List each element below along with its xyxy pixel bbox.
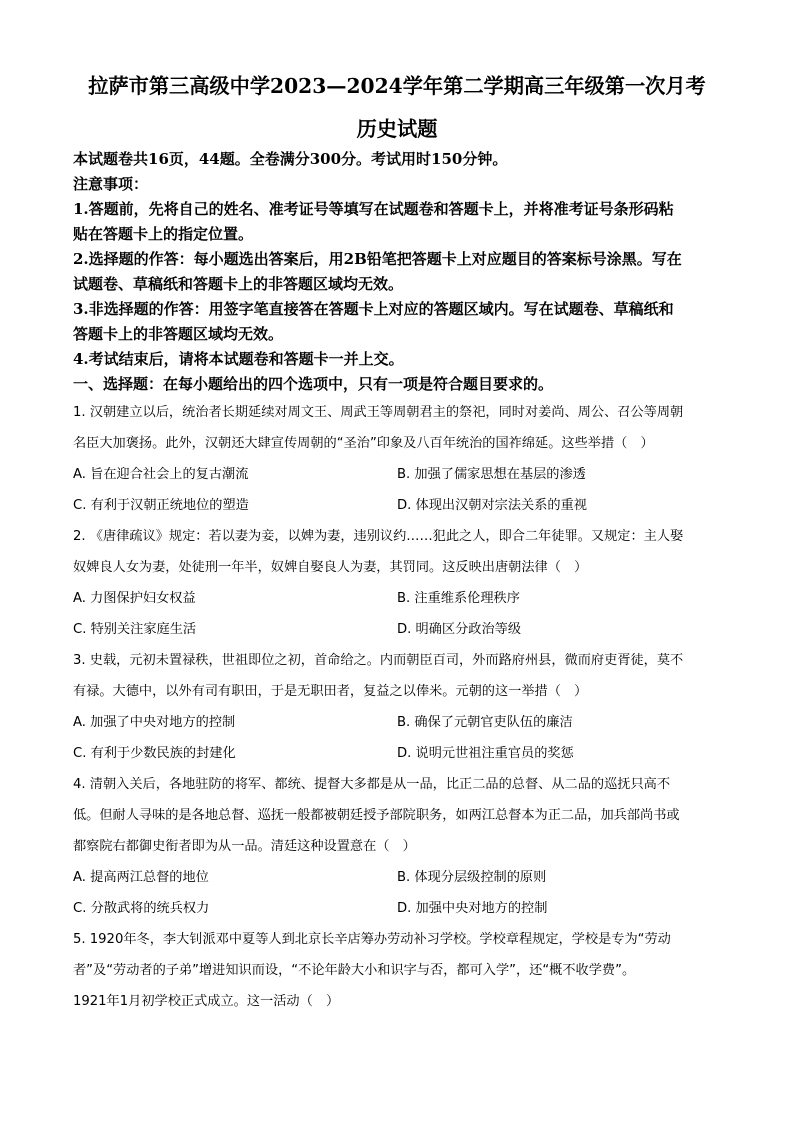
- question-4-stem: 都察院右都御史衔者即为从一品。清廷这种设置意在（ ）: [73, 839, 416, 854]
- question-4-option-a: A. 提高两江总督的地位: [73, 870, 209, 885]
- question-2-option-d: D. 明确区分政治等级: [397, 622, 522, 637]
- question-1-option-d: D. 体现出汉朝对宗法关系的重视: [397, 498, 587, 513]
- question-2-option-a: A. 力图保护妇女权益: [73, 591, 196, 606]
- notice-line: 1.答题前，先将自己的姓名、准考证号等填写在试题卷和答题卡上，并将准考证号条形码粘: [73, 200, 674, 218]
- question-2-option-c: C. 特别关注家庭生活: [73, 622, 197, 637]
- question-3-option-d: D. 说明元世祖注重官员的奖惩: [397, 746, 574, 761]
- question-5-stem: 1921年1月初学校正式成立。这一活动（ ）: [73, 994, 340, 1009]
- question-2-option-b: B. 注重维系伦理秩序: [397, 591, 520, 606]
- question-4-stem: 4. 清朝入关后，各地驻防的将军、都统、提督大多都是从一品，比正二品的总督、从二品的巡抚只高不: [73, 777, 671, 792]
- question-3-option-a: A. 加强了中央对地方的控制: [73, 715, 236, 730]
- notice-line: 4.考试结束后，请将本试题卷和答题卡一并上交。: [73, 350, 404, 368]
- exam-title: 拉萨市第三高级中学2023—2024学年第二学期高三年级第一次月考: [88, 74, 706, 98]
- question-4-stem: 低。但耐人寻味的是各地总督、巡抚一般都被朝廷授予部院职务，如两江总督本为正二品，加兵部尚书或: [73, 808, 680, 823]
- notice-line: 贴在答题卡上的指定位置。: [73, 225, 254, 243]
- question-1-stem: 名臣大加褒扬。此外，汉朝还大肆宣传周朝的“圣治”印象及八百年统治的国祚绵延。这些举措（ ）: [73, 436, 654, 451]
- exam-subtitle: 历史试题: [356, 117, 438, 141]
- question-5-stem: 者”及“劳动者的子弟”增进知识而设，“不论年龄大小和识字与否，都可入学”，还“概不收学费”。: [73, 963, 636, 978]
- question-1-option-a: A. 旨在迎合社会上的复古潮流: [73, 467, 249, 482]
- question-1-stem: 1. 汉朝建立以后，统治者长期延续对周文王、周武王等周朝君主的祭祀，同时对姜尚、周公、召公等周朝: [73, 405, 684, 420]
- section-heading: 一、选择题：在每小题给出的四个选项中，只有一项是符合题目要求的。: [73, 375, 554, 393]
- question-4-option-c: C. 分散武将的统兵权力: [73, 901, 210, 916]
- exam-info: 本试题卷共16页，44题。全卷满分300分。考试用时150分钟。: [73, 150, 508, 168]
- question-4-option-b: B. 体现分层级控制的原则: [397, 870, 547, 885]
- question-3-stem: 有禄。大德中，以外有司有职田，于是无职田者，复益之以俸米。元朝的这一举措（ ）: [73, 684, 588, 699]
- question-3-option-b: B. 确保了元朝官吏队伍的廉洁: [397, 715, 573, 730]
- notice-line: 答题卡上的非答题区域均无效。: [73, 325, 284, 343]
- question-2-stem: 奴婢良人女为妻，处徒刑一年半，奴婢自娶良人为妻，其罚同。这反映出唐朝法律（ ）: [73, 560, 588, 575]
- question-1-option-c: C. 有利于汉朝正统地位的塑造: [73, 498, 249, 513]
- question-4-option-d: D. 加强中央对地方的控制: [397, 901, 548, 916]
- question-2-stem: 2. 《唐律疏议》规定：若以妻为妾，以婢为妻，违别议约……犯此之人，即合二年徒罪。又规定：主人娶: [73, 529, 684, 544]
- notice-line: 3.非选择题的作答：用签字笔直接答在答题卡上对应的答题区域内。写在试题卷、草稿纸和: [73, 300, 674, 318]
- notice-line: 2.选择题的作答：每小题选出答案后，用2B铅笔把答题卡上对应题目的答案标号涂黑。写在: [73, 250, 682, 268]
- question-5-stem: 5. 1920年冬，李大钊派邓中夏等人到北京长辛店筹办劳动补习学校。学校章程规定，学校是专为“劳动: [73, 932, 671, 947]
- question-1-option-b: B. 加强了儒家思想在基层的渗透: [397, 467, 586, 482]
- notice-line: 试题卷、草稿纸和答题卡上的非答题区域均无效。: [73, 275, 404, 293]
- question-3-option-c: C. 有利于少数民族的封建化: [73, 746, 236, 761]
- question-3-stem: 3. 史载，元初未置禄秩，世祖即位之初，首命给之。内而朝臣百司，外而路府州县，微而府吏胥徒，莫不: [73, 653, 684, 668]
- notice-heading: 注意事项：: [73, 175, 149, 193]
